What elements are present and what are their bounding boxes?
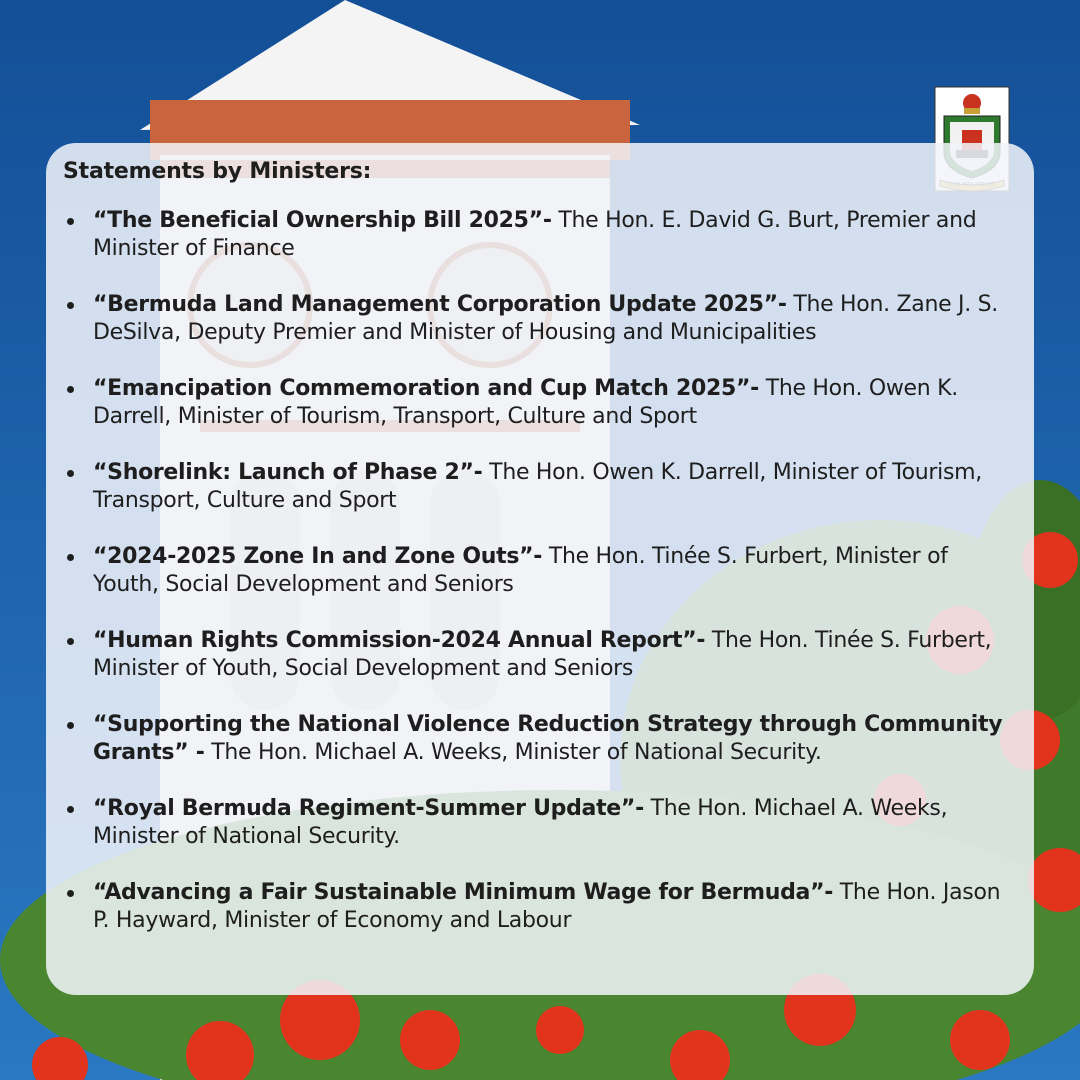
statement-title: “Emancipation Commemoration and Cup Match 2025”- [93,376,760,401]
card-heading: Statements by Ministers: [63,159,372,184]
statement-title: “2024-2025 Zone In and Zone Outs”- [93,544,543,569]
statement-speaker: The Hon. Tinée S. Furbert, Minister of Youth, Social Development and Seniors [93,628,992,681]
list-item [93,879,1004,935]
list-item [93,795,1004,851]
list-item [93,711,1004,767]
statement-title: “Bermuda Land Management Corporation Update 2025”- [93,292,787,317]
statement-title: “The Beneficial Ownership Bill 2025”- [93,208,552,233]
statement-title: “Shorelink: Launch of Phase 2”- [93,460,483,485]
list-item [93,627,1004,683]
statement-title: “Supporting the National Violence Reduction Strategy through Community Grants” - [93,712,1003,765]
statement-speaker: The Hon. E. David G. Burt, Premier and Minister of Finance [93,208,977,261]
statement-title: “Advancing a Fair Sustainable Minimum Wage for Bermuda”- [93,880,834,905]
statement-speaker: The Hon. Michael A. Weeks, Minister of National Security. [204,740,822,765]
statement-speaker: The Hon. Jason P. Hayward, Minister of Economy and Labour [93,880,1001,933]
statement-speaker: The Hon. Michael A. Weeks, Minister of National Security. [93,796,948,849]
list-item [93,459,1004,515]
statement-title: “Royal Bermuda Regiment-Summer Update”- [93,796,644,821]
list-item [93,543,1004,599]
list-item [93,207,1004,263]
statements-list [63,207,1004,935]
statement-speaker: The Hon. Tinée S. Furbert, Minister of Youth, Social Development and Seniors [93,544,948,597]
statement-speaker: The Hon. Owen K. Darrell, Minister of Tourism, Transport, Culture and Sport [93,460,982,513]
statement-speaker: The Hon. Owen K. Darrell, Minister of Tourism, Transport, Culture and Sport [93,376,958,429]
statements-card [46,143,1034,995]
statement-speaker: The Hon. Zane J. S. DeSilva, Deputy Premier and Minister of Housing and Municipalities [93,292,998,345]
list-item [93,291,1004,347]
statement-title: “Human Rights Commission-2024 Annual Report”- [93,628,706,653]
list-item [93,375,1004,431]
